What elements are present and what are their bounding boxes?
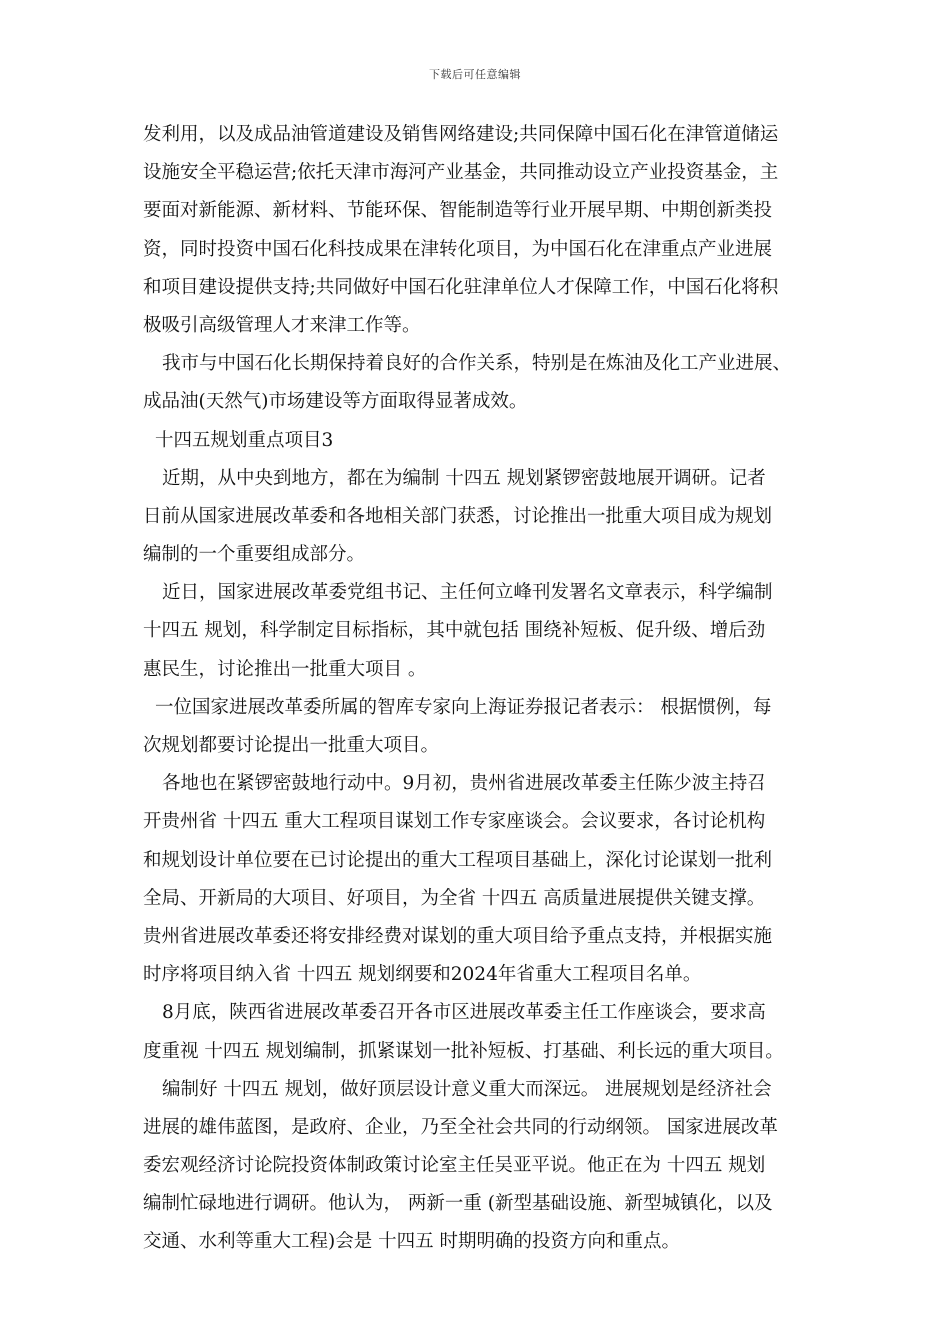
text-line: 和项目建设提供支持;共同做好中国石化驻津单位人才保障工作，中国石化将积 xyxy=(143,276,779,298)
section-heading: 十四五规划重点项目3 xyxy=(155,429,334,451)
text-line: 开贵州省 十四五 重大工程项目谋划工作专家座谈会。会议要求，各讨论机构 xyxy=(143,811,766,833)
text-line: 交通、水利等重大工程)会是 十四五 时期明确的投资方向和重点。 xyxy=(143,1231,680,1253)
page-header: 下载后可任意编辑 xyxy=(429,68,521,81)
text-line: 编制的一个重要组成部分。 xyxy=(143,544,366,566)
text-line: 次规划都要讨论提出一批重大项目。 xyxy=(143,735,440,756)
text-line: 全局、开新局的大项目、好项目，为全省 十四五 高质量进展提供关键支撑。 xyxy=(143,887,766,909)
text-line: 成品油(天然气)市场建设等方面取得显著成效。 xyxy=(143,391,528,413)
paragraph-start: 我市与中国石化长期保持着良好的合作关系，特别是在炼油及化工产业进展、 xyxy=(162,353,792,375)
text-line: 极吸引高级管理人才来津工作等。 xyxy=(143,314,421,336)
text-line: 时序将项目纳入省 十四五 规划纲要和2024年省重大工程项目名单。 xyxy=(143,964,702,986)
paragraph-start: 各地也在紧锣密鼓地行动中。9月初，贵州省进展改革委主任陈少波主持召 xyxy=(162,773,766,795)
text-line: 委宏观经济讨论院投资体制政策讨论室主任吴亚平说。他正在为 十四五 规划 xyxy=(143,1155,766,1177)
paragraph-start: 8月底，陕西省进展改革委召开各市区进展改革委主任工作座谈会，要求高 xyxy=(162,1002,766,1024)
document-body xyxy=(143,116,823,1262)
text-line: 惠民生，讨论推出一批重大项目 。 xyxy=(143,658,427,680)
text-line: 发利用，以及成品油管道建设及销售网络建设;共同保障中国石化在津管道储运 xyxy=(143,124,779,145)
text-line: 要面对新能源、新材料、节能环保、智能制造等行业开展早期、中期创新类投 xyxy=(143,200,773,222)
paragraph-start: 近日，国家进展改革委党组书记、主任何立峰刊发署名文章表示，科学编制 xyxy=(162,582,773,604)
text-line: 贵州省进展改革委还将安排经费对谋划的重大项目给予重点支持，并根据实施 xyxy=(143,925,773,947)
text-line: 和规划设计单位要在已讨论提出的重大工程项目基础上，深化讨论谋划一批利 xyxy=(143,849,773,871)
paragraph-start: 一位国家进展改革委所属的智库专家向上海证券报记者表示： 根据惯例，每 xyxy=(155,696,772,718)
text-line: 资，同时投资中国石化科技成果在津转化项目，为中国石化在津重点产业进展 xyxy=(143,238,773,260)
text-line: 度重视 十四五 规划编制，抓紧谋划一批补短板、打基础、利长远的重大项目。 xyxy=(143,1040,784,1062)
text-line: 日前从国家进展改革委和各地相关部门获悉，讨论推出一批重大项目成为规划 xyxy=(143,505,773,527)
text-line: 十四五 规划，科学制定目标指标，其中就包括 围绕补短板、促升级、增后劲 xyxy=(143,620,766,642)
paragraph-start: 近期，从中央到地方，都在为编制 十四五 规划紧锣密鼓地展开调研。记者 xyxy=(162,467,766,489)
paragraph-start: 编制好 十四五 规划，做好顶层设计意义重大而深远。 进展规划是经济社会 xyxy=(162,1078,772,1100)
text-line: 编制忙碌地进行调研。他认为， 两新一重 (新型基础设施、新型城镇化，以及 xyxy=(143,1193,773,1215)
text-line: 设施安全平稳运营;依托天津市海河产业基金，共同推动设立产业投资基金，主 xyxy=(143,162,779,184)
text-line: 进展的雄伟蓝图，是政府、企业，乃至全社会共同的行动纲领。 国家进展改革 xyxy=(143,1116,778,1138)
